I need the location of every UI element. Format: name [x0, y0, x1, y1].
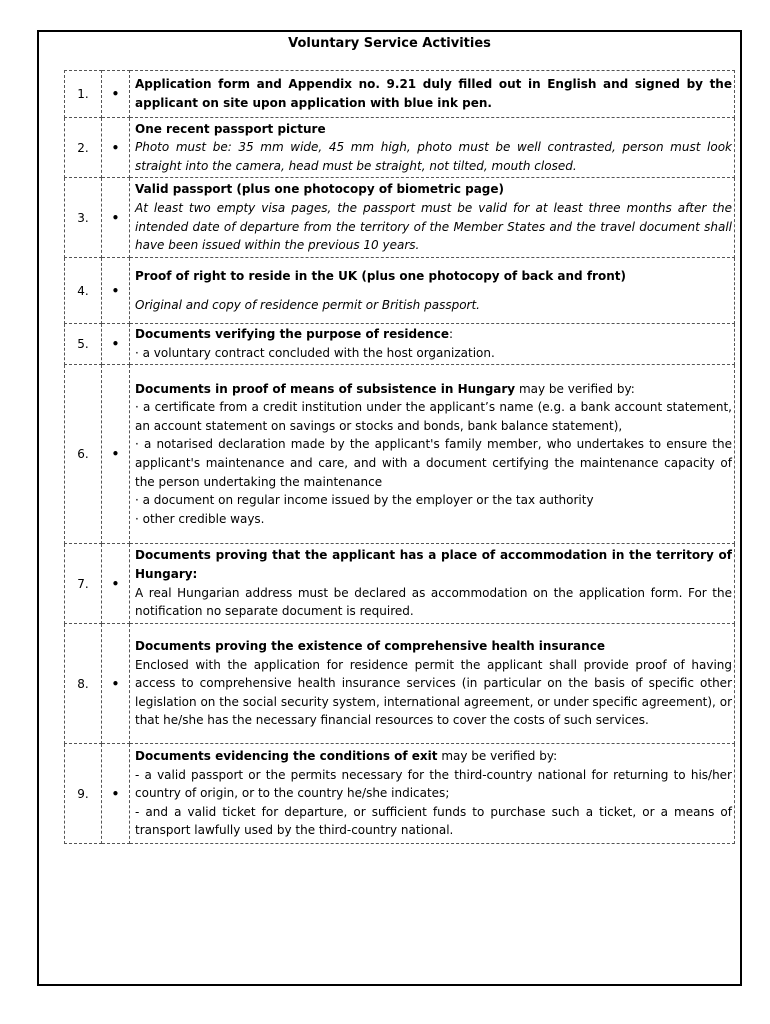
requirement-cell	[130, 178, 735, 258]
row-number: 5.	[65, 324, 102, 365]
row-number: 1.	[65, 71, 102, 118]
requirement-cell	[130, 365, 735, 544]
bullet-mark: •	[102, 624, 130, 744]
requirement-cell	[130, 624, 735, 744]
page-title: Voluntary Service Activities	[288, 36, 491, 51]
requirement-line: · other credible ways.	[135, 511, 265, 526]
requirement-line: · a document on regular income issued by the employer or the tax authority	[135, 493, 594, 508]
table-row	[65, 258, 735, 324]
requirement-cell	[130, 71, 735, 118]
requirement-cell	[130, 118, 735, 178]
requirement-heading: Documents proving that the applicant has a place of accommodation in the territory of Hungary:	[135, 548, 732, 581]
requirement-line: · a notarised declaration made by the applicant's family member, who undertakes to ensure the applicant's maintenance and care, and with a document certifying the maintenance capacity of the person undertaking the maintenance	[135, 437, 732, 489]
row-number: 8.	[65, 624, 102, 744]
requirement-cell	[130, 744, 735, 844]
requirement-heading: Application form and Appendix no. 9.21 duly filled out in English and signed by the applicant on site upon application with blue ink pen.	[135, 77, 732, 110]
heading-suffix: may be verified by:	[515, 381, 635, 396]
requirement-heading: Documents in proof of means of subsistence in Hungary	[135, 381, 516, 396]
bullet-mark: •	[102, 178, 130, 258]
table-row	[65, 744, 735, 844]
bullet-mark: •	[102, 544, 130, 624]
requirement-detail: Photo must be: 35 mm wide, 45 mm high, photo must be well contrasted, person must look straight into the camera, head must be straight, not tilted, mouth closed.	[135, 140, 732, 173]
heading-suffix: :	[448, 327, 454, 342]
requirements-table	[64, 70, 735, 844]
requirement-heading: Valid passport (plus one photocopy of biometric page)	[135, 182, 505, 197]
row-number: 6.	[65, 365, 102, 544]
row-number: 4.	[65, 258, 102, 324]
table-row	[65, 544, 735, 624]
bullet-mark: •	[102, 118, 130, 178]
requirement-heading: Documents evidencing the conditions of exit	[135, 749, 438, 764]
row-number: 3.	[65, 178, 102, 258]
bullet-mark: •	[102, 71, 130, 118]
requirement-detail: Original and copy of residence permit or British passport.	[135, 297, 480, 312]
requirement-line: - and a valid ticket for departure, or sufficient funds to purchase such a ticket, or a means of transport lawfully used by the third-country national.	[135, 804, 732, 838]
requirement-cell	[130, 544, 735, 624]
bullet-mark: •	[102, 324, 130, 365]
table-row	[65, 365, 735, 544]
table-row	[65, 178, 735, 258]
bullet-mark: •	[102, 365, 130, 544]
requirement-cell	[130, 258, 735, 324]
row-number: 9.	[65, 744, 102, 844]
requirement-heading: Documents verifying the purpose of residence	[135, 327, 449, 342]
requirement-line: Enclosed with the application for residence permit the applicant shall provide proof of having access to comprehensive health insurance services (in particular on the basis of specific other legislation on the social security system, international agreement, or under specific agreement), or that he/she has the necessary financial resources to cover the costs of such services.	[135, 657, 732, 728]
table-row	[65, 118, 735, 178]
table-row	[65, 71, 735, 118]
table-row	[65, 624, 735, 744]
row-number: 2.	[65, 118, 102, 178]
requirement-detail: At least two empty visa pages, the passport must be valid for at least three months after the intended date of departure from the territory of the Member States and the travel document shall have been issued within the previous 10 years.	[135, 200, 732, 253]
requirement-cell	[130, 324, 735, 365]
document-frame	[37, 30, 742, 986]
requirement-line: A real Hungarian address must be declared as accommodation on the application form. For the notification no separate document is required.	[135, 585, 732, 619]
requirement-heading: Proof of right to reside in the UK (plus one photocopy of back and front)	[135, 268, 626, 283]
row-number: 7.	[65, 544, 102, 624]
bullet-mark: •	[102, 258, 130, 324]
requirement-heading: Documents proving the existence of comprehensive health insurance	[135, 639, 605, 654]
requirement-heading: One recent passport picture	[135, 121, 326, 136]
requirement-line: · a certificate from a credit institution under the applicant’s name (e.g. a bank account statement, an account statement on savings or stocks and bonds, bank balance statement),	[135, 400, 732, 433]
bullet-mark: •	[102, 744, 130, 844]
requirement-line: · a voluntary contract concluded with the host organization.	[135, 346, 495, 360]
heading-suffix: may be verified by:	[437, 749, 558, 764]
requirement-line: - a valid passport or the permits necessary for the third-country national for returning to his/her country of origin, or to the country he/she indicates;	[135, 767, 732, 801]
table-row	[65, 324, 735, 365]
